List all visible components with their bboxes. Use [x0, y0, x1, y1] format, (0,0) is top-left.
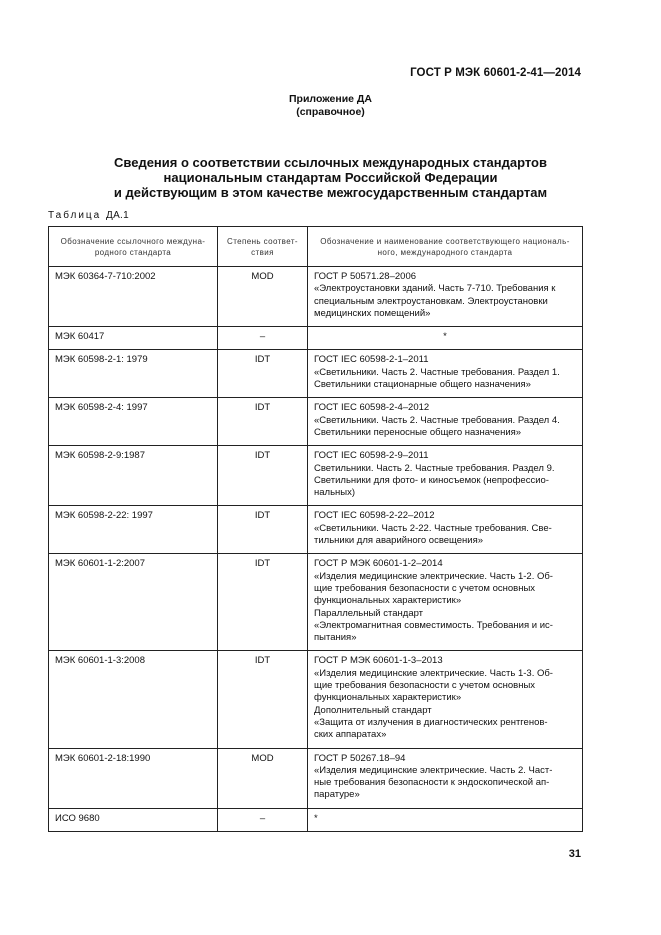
table-header-row — [49, 227, 583, 267]
table-caption — [48, 210, 129, 221]
table-row — [49, 554, 583, 651]
section-title-line: национальным стандартам Российской Федерации — [163, 170, 498, 185]
table-row — [49, 446, 583, 506]
cell-ref: ИСО 9680 — [49, 808, 218, 831]
cell-degree: IDT — [218, 446, 308, 506]
table-row — [49, 651, 583, 748]
cell-standard: ГОСТ Р МЭК 60601-1-3–2013 «Изделия медицинские электрические. Часть 1-3. Об- щие требования безопасности с учетом основных функциональных характеристик» Дополнительный стандарт «Защита от излучения в диагностических рентгенов- ских аппаратах» — [308, 651, 583, 748]
annex-heading — [0, 93, 661, 119]
cell-degree: – — [218, 808, 308, 831]
cell-standard: ГОСТ Р 50571.28–2006 «Электроустановки зданий. Часть 7-710. Требования к специальным электроустановкам. Электроустановки медицинских помещений» — [308, 267, 583, 327]
cell-ref: МЭК 60598-2-9:1987 — [49, 446, 218, 506]
cell-standard: * — [308, 808, 583, 831]
cell-ref: МЭК 60598-2-22: 1997 — [49, 506, 218, 554]
page-number: 31 — [568, 848, 581, 860]
cell-degree: MOD — [218, 267, 308, 327]
cell-degree: MOD — [218, 748, 308, 808]
table-row — [49, 267, 583, 327]
document-code: ГОСТ Р МЭК 60601-2-41—2014 — [410, 67, 581, 79]
cell-degree: IDT — [218, 398, 308, 446]
section-title — [0, 155, 661, 200]
cell-ref: МЭК 60417 — [49, 327, 218, 350]
annex-note: (справочное) — [296, 106, 365, 118]
cell-degree: IDT — [218, 554, 308, 651]
table-row — [49, 506, 583, 554]
cell-ref: МЭК 60598-2-4: 1997 — [49, 398, 218, 446]
cell-standard: ГОСТ IEC 60598-2-4–2012 «Светильники. Часть 2. Частные требования. Раздел 4. Светильники переносные общего назначения» — [308, 398, 583, 446]
cell-ref: МЭК 60601-2-18:1990 — [49, 748, 218, 808]
cell-standard: ГОСТ Р 50267.18–94 «Изделия медицинские электрические. Часть 2. Част- ные требования безопасности к эндоскопической ап- паратуре» — [308, 748, 583, 808]
cell-standard: ГОСТ IEC 60598-2-22–2012 «Светильники. Часть 2-22. Частные требования. Све- тильники для аварийного освещения» — [308, 506, 583, 554]
table-row — [49, 808, 583, 831]
header-ref-standard: Обозначение ссылочного междуна- родного стандарта — [49, 227, 218, 267]
table-row — [49, 350, 583, 398]
cell-ref: МЭК 60601-1-2:2007 — [49, 554, 218, 651]
cell-standard: ГОСТ IEC 60598-2-9–2011 Светильники. Часть 2. Частные требования. Раздел 9. Светильники для фото- и киносъемок (непрофессио- нальных) — [308, 446, 583, 506]
cell-standard: ГОСТ IEC 60598-2-1–2011 «Светильники. Часть 2. Частные требования. Раздел 1. Светильники стационарные общего назначения» — [308, 350, 583, 398]
correspondence-table — [48, 226, 583, 832]
cell-standard: * — [308, 327, 583, 350]
cell-degree: IDT — [218, 651, 308, 748]
section-title-line: Сведения о соответствии ссылочных международных стандартов — [114, 155, 547, 170]
table-row — [49, 748, 583, 808]
header-degree: Степень соответ- ствия — [218, 227, 308, 267]
annex-title: Приложение ДА — [289, 93, 372, 105]
cell-degree: IDT — [218, 506, 308, 554]
cell-ref: МЭК 60364-7-710:2002 — [49, 267, 218, 327]
table-caption-label: Таблица — [48, 210, 102, 221]
header-national-standard: Обозначение и наименование соответствующего националь- ного, международного стандарта — [308, 227, 583, 267]
table-caption-number: ДА.1 — [106, 210, 129, 221]
cell-standard: ГОСТ Р МЭК 60601-1-2–2014 «Изделия медицинские электрические. Часть 1-2. Об- щие требования безопасности с учетом основных функциональных характеристик» Параллельный стандарт «Электромагнитная совместимость. Требования и ис- пытания» — [308, 554, 583, 651]
cell-degree: – — [218, 327, 308, 350]
table-row — [49, 327, 583, 350]
cell-ref: МЭК 60601-1-3:2008 — [49, 651, 218, 748]
cell-degree: IDT — [218, 350, 308, 398]
cell-ref: МЭК 60598-2-1: 1979 — [49, 350, 218, 398]
table-row — [49, 398, 583, 446]
section-title-line: и действующим в этом качестве межгосударственным стандартам — [113, 185, 548, 200]
